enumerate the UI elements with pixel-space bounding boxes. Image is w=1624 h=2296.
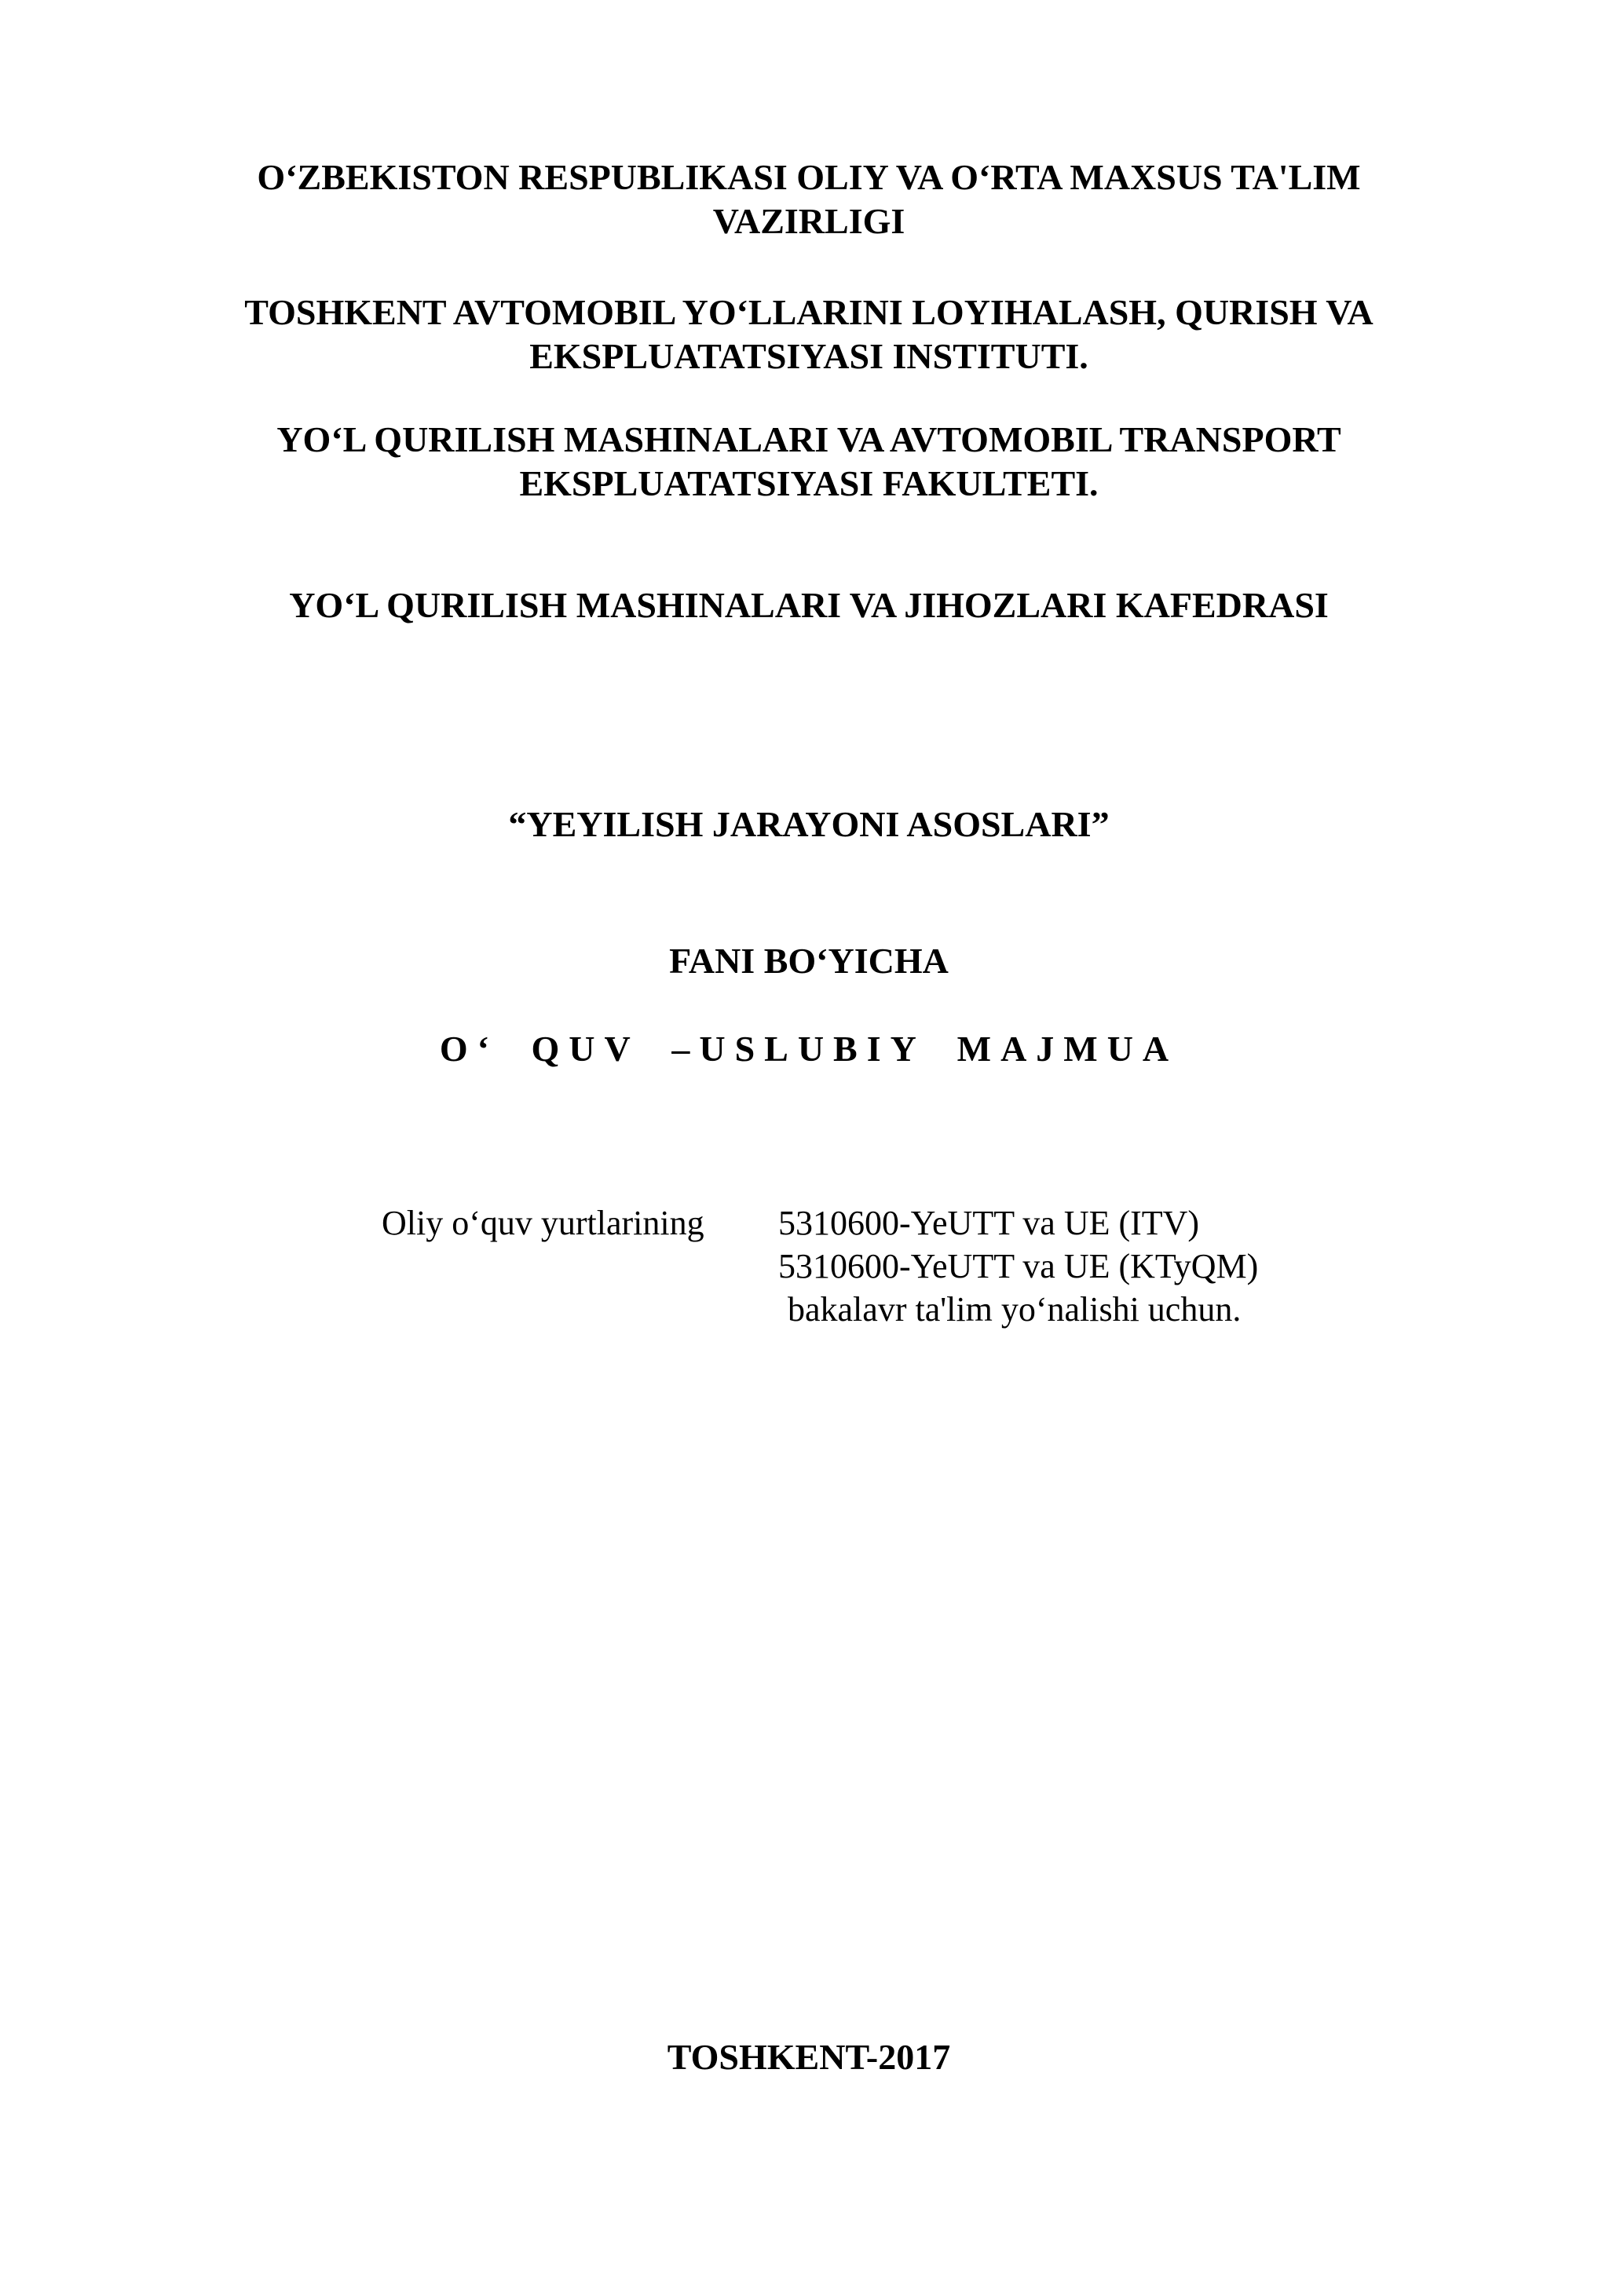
institute-line-1: TOSHKENT AVTOMOBIL YO‘LLARINI LOYIHALASH, QURISH VA — [244, 292, 1373, 332]
purpose-line: bakalavr ta'lim yo‘nalishi uchun. — [788, 1290, 1242, 1329]
subject-suffix — [157, 939, 1461, 983]
document-type-text: O‘ QUV –USLUBIY MAJMUA — [439, 1029, 1179, 1069]
faculty-heading — [157, 418, 1461, 506]
target-programs — [778, 1201, 1258, 1331]
faculty-line-2: EKSPLUATATSIYASI FAKULTETI. — [519, 463, 1099, 503]
subject-title — [157, 803, 1461, 846]
city-year-footer — [157, 2035, 1461, 2079]
department-heading — [157, 583, 1461, 627]
target-intro: Oliy o‘quv yurtlarining — [382, 1204, 704, 1242]
faculty-line-1: YO‘L QURILISH MASHINALARI VA AVTOMOBIL TRANSPORT — [276, 419, 1341, 459]
ministry-line-1: O‘ZBEKISTON RESPUBLIKASI OLIY VA O‘RTA MAXSUS TA'LIM — [257, 157, 1361, 197]
institute-heading — [157, 291, 1461, 378]
department-name: YO‘L QURILISH MASHINALARI VA JIHOZLARI KAFEDRASI — [289, 585, 1329, 625]
city-year-text: TOSHKENT-2017 — [667, 2037, 951, 2077]
document-type — [157, 1027, 1461, 1071]
institute-line-2: EKSPLUATATSIYASI INSTITUTI. — [529, 336, 1088, 376]
subject-suffix-text: FANI BO‘YICHA — [669, 941, 949, 981]
ministry-line-2: VAZIRLIGI — [712, 201, 905, 241]
program-line-1: 5310600-YeUTT va UE (ITV) — [778, 1204, 1200, 1242]
ministry-heading — [157, 155, 1461, 243]
subject-title-text: “YEYILISH JARAYONI ASOSLARI” — [508, 804, 1110, 844]
program-line-2: 5310600-YeUTT va UE (KTyQM) — [778, 1247, 1259, 1285]
